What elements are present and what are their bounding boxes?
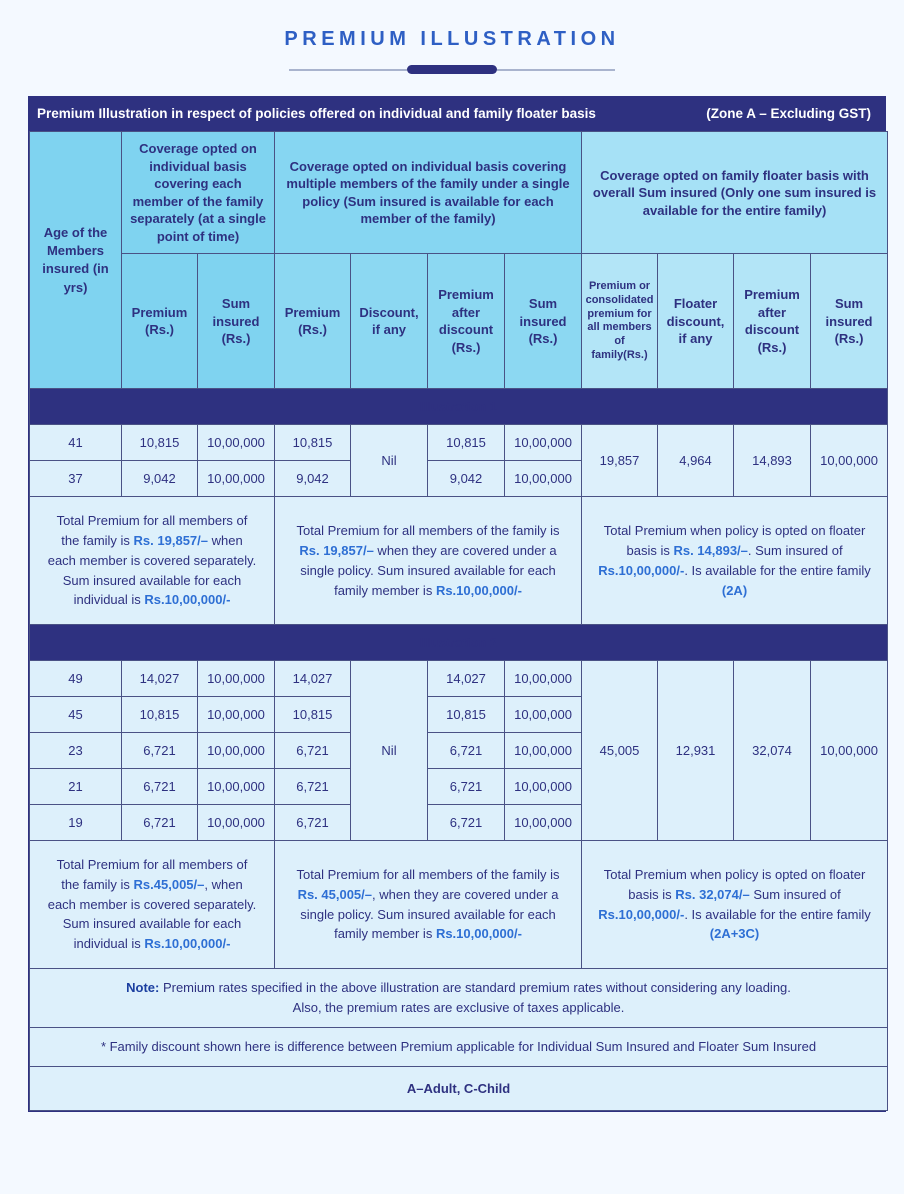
summary-family-composition: (2A) [721,582,748,598]
summary-text: Total Premium for all members of the family is [56,857,248,892]
cell-ind-sum: 10,00,000 [198,805,275,841]
header-sum-insured-rs: Sum insured (Rs.) [198,254,275,389]
table-row [30,425,888,461]
note-line-2: Also, the premium rates are exclusive of taxes applicable. [292,1000,625,1016]
banner-title: Premium Illustration in respect of policies offered on individual and family floater basis [37,106,596,121]
legend-adult-child: A–Adult, C-Child [30,1067,888,1111]
summary-amount: Rs. 45,005/– [297,886,373,902]
header-consolidated-premium: Premium or consolidated premium for all members of family(Rs.) [582,254,658,389]
summary-text: Total Premium for all members of the family is [56,513,248,549]
cell-ind-sum: 10,00,000 [198,733,275,769]
cell-discount: Nil [351,661,428,841]
cell-ind-premium: 14,027 [122,661,198,697]
title-divider [0,65,904,74]
cell-floater-consolidated: 45,005 [582,661,658,841]
page-header [0,0,904,74]
cell-discount: Nil [351,425,428,497]
summary-text: Sum insured of [749,886,841,902]
cell-multi-after-discount: 10,815 [428,425,505,461]
table-banner [29,97,885,131]
header-group-family-floater: Coverage opted on family floater basis with overall Sum insured (Only one sum insured is available for the entire family) [582,132,888,254]
cell-age: 41 [30,425,122,461]
cell-ind-premium: 10,815 [122,425,198,461]
legend-row [30,1067,888,1111]
summary-text: Total Premium when policy is opted on floater basis is [603,523,866,559]
cell-floater-after-discount: 32,074 [734,661,811,841]
cell-multi-sum: 10,00,000 [505,733,582,769]
summary-single-policy [275,497,582,625]
summary-floater [582,497,888,625]
illustration-2-summary-row [30,841,888,969]
cell-age: 37 [30,461,122,497]
summary-sum-insured: Rs.10,00,000/- [435,926,522,942]
illustration-2-bar-row [30,625,888,661]
cell-multi-sum: 10,00,000 [505,805,582,841]
summary-sum-insured: Rs.10,00,000/- [144,936,231,952]
cell-floater-consolidated: 19,857 [582,425,658,497]
summary-amount: Rs. 19,857/– [299,543,374,559]
cell-multi-sum: 10,00,000 [505,661,582,697]
summary-sum-insured: Rs.10,00,000/- [598,562,685,578]
cell-age: 49 [30,661,122,697]
header-premium-after-discount-2: Premium after discount (Rs.) [734,254,811,389]
cell-multi-premium: 14,027 [275,661,351,697]
table-row [30,661,888,697]
summary-amount: Rs. 32,074/– [675,886,750,902]
page-title: PREMIUM ILLUSTRATION [284,28,620,50]
summary-sum-insured: Rs.10,00,000/- [435,582,522,598]
summary-text: , when each member is covered separately. Sum insured available for each individual is [47,876,257,952]
header-age-col: Age of the Members insured (in yrs) [30,132,122,389]
header-discount-if-any: Discount, if any [351,254,428,389]
cell-ind-sum: 10,00,000 [198,661,275,697]
cell-floater-sum: 10,00,000 [811,661,888,841]
cell-age: 23 [30,733,122,769]
illustration-1-label: Illustration 1 [30,389,888,425]
cell-ind-sum: 10,00,000 [198,769,275,805]
illustration-2-label: Illustration 2 [30,625,888,661]
cell-multi-premium: 6,721 [275,733,351,769]
header-group-individual-separate: Coverage opted on individual basis covering each member of the family separately (at a single point of time) [122,132,275,254]
cell-age: 45 [30,697,122,733]
cell-ind-sum: 10,00,000 [198,697,275,733]
cell-multi-after-discount: 6,721 [428,733,505,769]
summary-family-composition: (2A+3C) [709,926,760,942]
illustration-grid [29,131,888,1111]
header-premium-rs: Premium (Rs.) [122,254,198,389]
cell-floater-sum: 10,00,000 [811,425,888,497]
cell-multi-premium: 10,815 [275,425,351,461]
cell-ind-premium: 6,721 [122,805,198,841]
cell-multi-after-discount: 9,042 [428,461,505,497]
header-group-row [30,132,888,254]
cell-age: 19 [30,805,122,841]
summary-individual-separate [30,497,275,625]
cell-ind-premium: 6,721 [122,733,198,769]
summary-text: Total Premium for all members of the family is [296,523,560,539]
cell-multi-after-discount: 6,721 [428,769,505,805]
header-sub-row [30,254,888,389]
header-sum-insured-rs-2: Sum insured (Rs.) [505,254,582,389]
summary-single-policy [275,841,582,969]
summary-amount: Rs. 14,893/– [673,543,748,559]
cell-floater-discount: 4,964 [658,425,734,497]
cell-multi-sum: 10,00,000 [505,461,582,497]
divider-line-right [497,69,615,71]
cell-multi-premium: 6,721 [275,769,351,805]
cell-ind-sum: 10,00,000 [198,461,275,497]
cell-multi-sum: 10,00,000 [505,697,582,733]
header-premium-rs-2: Premium (Rs.) [275,254,351,389]
summary-text: . Is available for the entire family [684,562,871,578]
banner-zone: (Zone A – Excluding GST) [706,106,871,121]
illustration-1-summary-row [30,497,888,625]
cell-ind-premium: 9,042 [122,461,198,497]
cell-ind-premium: 6,721 [122,769,198,805]
note-row [30,968,888,1027]
divider-line-left [289,69,407,71]
note-block [30,968,888,1027]
cell-ind-premium: 10,815 [122,697,198,733]
summary-text: when each member is covered separately. Sum insured available for each individual is [47,533,257,608]
note-row-2 [30,1028,888,1067]
cell-multi-premium: 10,815 [275,697,351,733]
cell-multi-after-discount: 14,027 [428,661,505,697]
divider-pill [407,65,497,74]
note-line-1-text: Premium rates specified in the above illustration are standard premium rates without considering any loading. [159,979,791,995]
cell-multi-after-discount: 10,815 [428,697,505,733]
summary-text: , when they are covered under a single policy. Sum insured available for each family member is [300,886,559,942]
premium-illustration-table [28,96,886,1112]
cell-ind-sum: 10,00,000 [198,425,275,461]
illustration-1-bar-row [30,389,888,425]
summary-text: . Is available for the entire family [684,906,871,922]
summary-sum-insured: Rs.10,00,000/- [144,592,231,608]
cell-multi-premium: 9,042 [275,461,351,497]
summary-sum-insured: Rs.10,00,000/- [598,906,685,922]
summary-amount: Rs. 19,857/– [133,533,208,549]
header-sum-insured-rs-3: Sum insured (Rs.) [811,254,888,389]
summary-text: . Sum insured of [747,543,843,559]
summary-floater [582,841,888,969]
note-label: Note: [126,979,160,995]
cell-multi-premium: 6,721 [275,805,351,841]
cell-floater-after-discount: 14,893 [734,425,811,497]
cell-multi-sum: 10,00,000 [505,769,582,805]
cell-multi-after-discount: 6,721 [428,805,505,841]
note-line-1 [40,978,877,998]
summary-text: Total Premium when policy is opted on floater basis is [603,867,866,902]
header-premium-after-discount: Premium after discount (Rs.) [428,254,505,389]
cell-age: 21 [30,769,122,805]
summary-amount: Rs.45,005/– [133,876,205,892]
family-discount-note: * Family discount shown here is difference between Premium applicable for Individual Sum Insured and Floater Sum Insured [30,1028,888,1067]
header-group-individual-single-policy: Coverage opted on individual basis covering multiple members of the family under a single policy (Sum insured is available for each member of the family) [275,132,582,254]
summary-text: Total Premium for all members of the family is [296,867,560,883]
header-floater-discount: Floater discount, if any [658,254,734,389]
cell-multi-sum: 10,00,000 [505,425,582,461]
cell-floater-discount: 12,931 [658,661,734,841]
summary-text: when they are covered under a single policy. Sum insured available for each family member is [300,543,557,598]
summary-individual-separate [30,841,275,969]
